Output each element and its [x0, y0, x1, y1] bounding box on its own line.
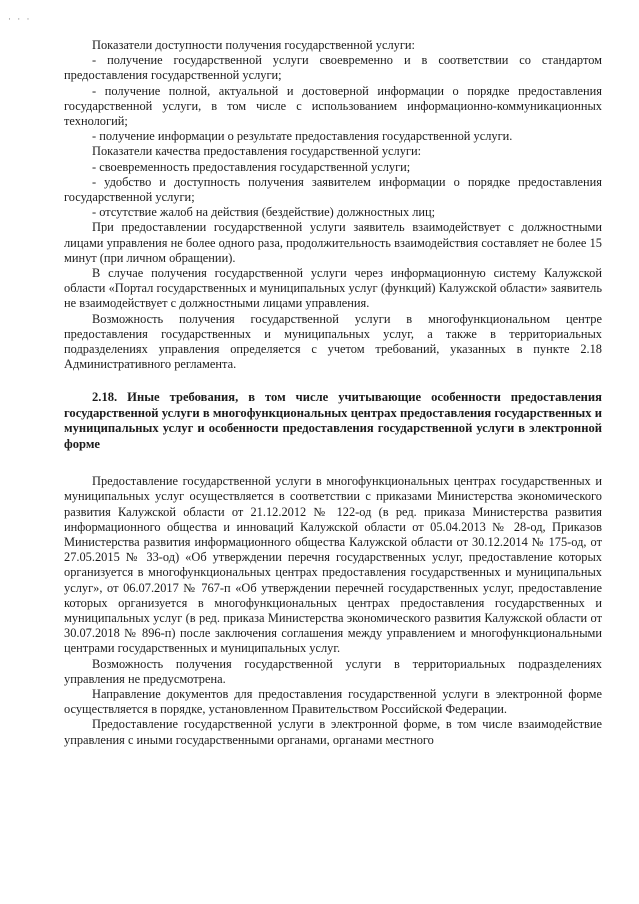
paragraph: - удобство и доступность получения заявителем информации о порядке предоставления государственной услуги;	[64, 174, 602, 205]
paragraph: - получение государственной услуги своевременно и в соответствии со стандартом предоставления государственной услуги;	[64, 53, 602, 83]
paragraph: Возможность получения государственной услуги в многофункциональном центре предоставления государственных и муниципальных услуг, а также в территориальных подразделениях управления определяется с учетом требований, указанных в пункте 2.18 Административного регламента.	[64, 311, 602, 372]
paragraph: - своевременность предоставления государственной услуги;	[92, 159, 411, 174]
paragraph: В случае получения государственной услуги через информационную систему Калужской области «Портал государственных и муниципальных услуг (функций) Калужской области» заявитель не взаимодействует с должностными лицами управления.	[64, 266, 602, 311]
paragraph: - отсутствие жалоб на действия (бездействие) должностных лиц;	[92, 205, 436, 220]
mfc-section	[64, 474, 602, 748]
document-page	[64, 38, 602, 748]
availability-section	[64, 38, 602, 372]
paragraph: Предоставление государственной услуги в многофункциональных центрах государственных и муниципальных услуг осуществляется в соответствии с приказами Министерства экономического развития Калужской области от 21.12.2012 № 122-од (в ред. приказа Министерства развития информационного общества и инноваций Калужской области от 05.04.2013 № 28-од, Приказов Министерства развития информационного общества Калужской области от 30.12.2014 № 175-од, от 27.05.2015 № 33-од) «Об утверждении перечня государственных услуг, предоставление которых организуется в многофункциональных центрах предоставления государственных и муниципальных услуг», от 06.07.2017 № 767-п «Об утверждении перечней государственных услуг, предоставление которых организуется в многофункциональных центрах предоставления государственных и муниципальных услуг (в ред. приказа Министерства экономического развития Калужской области от 30.07.2018 № 896-п) после заключения соглашения между управлением и многофункциональными центрами государственных и муниципальных услуг.	[64, 474, 602, 656]
paragraph: - получение информации о результате предоставления государственной услуги.	[92, 129, 513, 144]
paragraph: Предоставление государственной услуги в электронной форме, в том числе взаимодействие управления с иными государственными органами, органами местного	[64, 717, 602, 747]
paragraph: Возможность получения государственной услуги в территориальных подразделениях управления не предусмотрена.	[64, 656, 602, 686]
paragraph: - получение полной, актуальной и достоверной информации о порядке предоставления государственной услуги, в том числе с использованием информационно-коммуникационных технологий;	[64, 83, 602, 129]
paragraph: Направление документов для предоставления государственной услуги в электронной форме осуществляется в порядке, установленном Правительством Российской Федерации.	[64, 686, 602, 717]
section-heading: 2.18. Иные требования, в том числе учитывающие особенности предоставления государственной услуги в многофункциональных центрах предоставления государственных и муниципальных услуг и особенности предоставления государственной услуги в электронной форме	[64, 390, 602, 451]
scan-corner-mark: · · ·	[8, 14, 32, 24]
paragraph: Показатели качества предоставления государственной услуги:	[92, 144, 422, 159]
paragraph: При предоставлении государственной услуги заявитель взаимодействует с должностными лицами управления не более одного раза, продолжительность взаимодействия составляет не более 15 минут (при личном обращении).	[64, 220, 602, 265]
paragraph: Показатели доступности получения государственной услуги:	[92, 38, 416, 52]
